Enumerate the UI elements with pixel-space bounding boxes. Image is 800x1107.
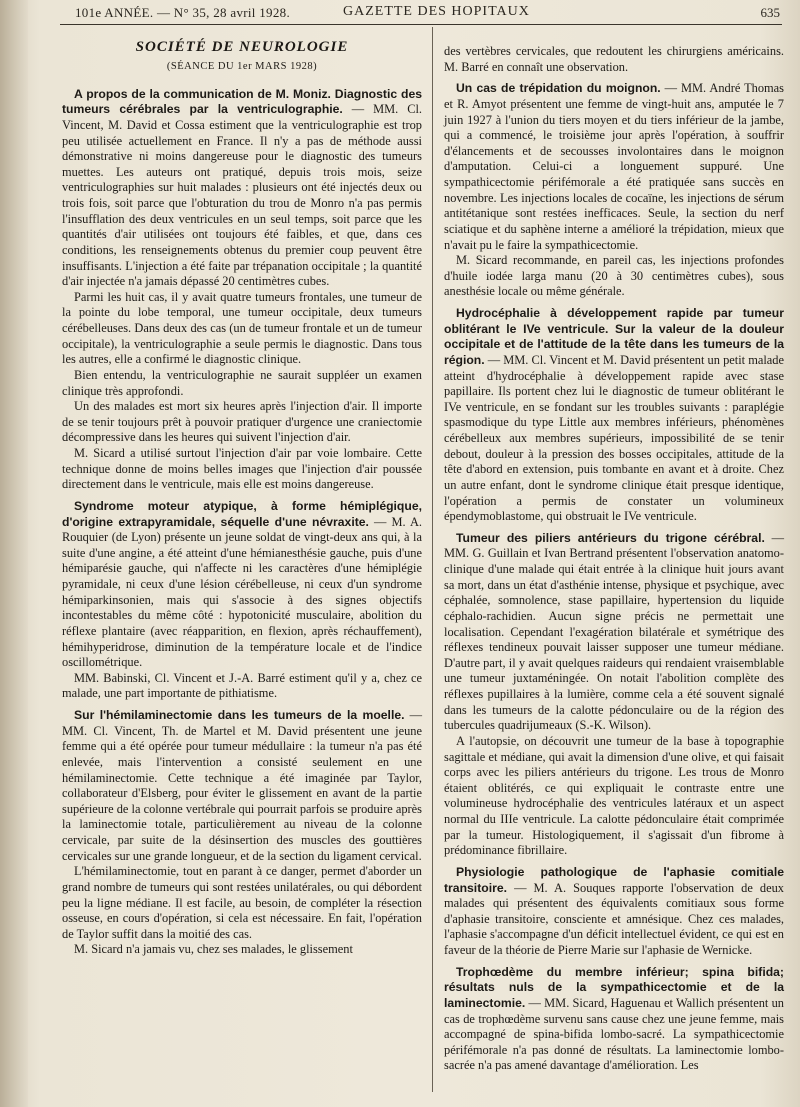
paragraph: Bien entendu, la ventriculographie ne saurait suppléer un examen clinique très approfondi. [62,367,422,398]
article-heading: Hydrocéphalie à développement rapide par tumeur oblitérant le IVe ventricule. Sur la valeur de la douleur occipitale et de l'attitude de la tête dans les tumeurs de la région. [444,306,784,367]
article-hemilaminectomie [62,708,422,864]
article-hydrocephalie [444,306,784,525]
article-body: — MM. André Thomas et R. Amyot présentent une femme de vingt-huit ans, amputée le 7 juin 1927 à l'union du tiers moyen et du tiers inférieur de la jambe, qui a commencé, le troisième jour après l'opération, à souffrir d'élancements et de secousses involontaires dans le moignon d'amputation. Celui-ci a longuement suppuré. Une sympathicectomie périfémorale a été pratiquée sans succès en novembre. Les injections locales de cocaïne, les injections de sérum antitétanique sont restées inefficaces. Seule, la section du nerf sciatique et du saphène interne a amélioré la trépidation, mieux que n'avait pu le faire la sympathicectomie. [444,81,785,252]
article-heading: Un cas de trépidation du moignon. [456,81,661,96]
column-divider [432,27,433,1092]
article-heading: Tumeur des piliers antérieurs du trigone cérébral. [456,530,765,545]
header-rule [60,24,782,25]
article-body: — MM. Cl. Vincent, M. David et Cossa estiment que la ventriculographie est trop peu utilisée actuellement en France. Il n'y a pas de méthode aussi démonstrative ni moins dangereuse pour le diagnostic des tumeurs muettes. Les auteurs ont pratiqué, depuis trois mois, seize ventriculographies sur huit malades : plusieurs ont été injectés deux ou trois fois, soit parce que l'obturation du trou de Monro n'a pas permis l'insufflation des deux ventricules en un seul temps, soit parce que les quantités d'air utilisées ont toujours été faibles, et que, dans ces conditions, les renseignements obtenus du premier coup peuvent être insuffisants. L'injection a été faite par trépanation occipitale ; la quantité d'air injectée n'a jamais dépassé 20 centimètres cubes. [62,102,422,289]
section-title: SOCIÉTÉ DE NEUROLOGIE [135,39,349,55]
page-header [75,3,780,25]
article-heading: Physiologie pathologique de l'aphasie comitiale transitoire. [444,864,784,895]
continued-paragraph: des vertèbres cervicales, que redoutent les chirurgiens américains. M. Barré en connaît une observation. [444,44,784,74]
article-trigone [444,531,784,734]
article-body: — MM. Sicard, Haguenau et Wallich présentent un cas de trophœdème survenu sans cause chez une jeune femme, mais accompagné de spina-bifida lombo-sacré. La sympathicectomie périfémorale n'a pas donné de résultats. La laminectomie lombo-sacrée n'a pas amené davantage d'amélioration. Les [444,995,784,1073]
right-column [444,44,784,1074]
article-heading: Sur l'hémilaminectomie dans les tumeurs de la moelle. [74,708,405,722]
article-body: — M. A. Rouquier (de Lyon) présente un jeune soldat de vingt-deux ans qui, à la suite d'une angine, a été atteint d'une hémianesthésie gauche, puis d'une hémiparésie gauche, qui n'affecte ni les caractères d'une hémiplégie pyramidale, ni ceux d'une lésion cérébelleuse, ni ceux d'un syndrome hémiparkinsonien, mais qui s'associe à des signes objectifs incontestables du même côté : hypotonicité musculaire, abolition du réflexe plantaire (avec réapparition, en flexion, après réchauffement), hémihyperidrose, diminution de la température locale et de l'indice oscillométrique. [62,514,422,670]
left-column [62,38,422,958]
article-body: — MM. Cl. Vincent, Th. de Martel et M. David présentent une jeune femme qui a été opérée pour tumeur médullaire : la tumeur n'a pas été enlevée, mais l'intervention a consisté seulement en une hémilaminectomie. Cette technique a été imaginée par Taylor, collaborateur d'Elsberg, pour éviter le glissement en avant de la partie supérieure de la colonne vertébrale qui pourrait parfois se produire après la laminectomie totale, particulièrement au niveau de la colonne cervicale, par suite de la désinsertion des muscles des gouttières cervicales sur une grande longueur, et de la section du ligament cervical. [62,708,422,863]
page-number: 635 [760,5,780,20]
article-syndrome-moteur [62,499,422,671]
article-moniz [62,87,422,290]
article-heading: A propos de la communication de M. Moniz. Diagnostic des tumeurs cérébrales par la ventriculographie. [62,86,422,117]
paragraph: Parmi les huit cas, il y avait quatre tumeurs frontales, une tumeur de la pointe du lobe temporal, une tumeur occipitale, deux tumeurs cérébelleuses. Dans deux des cas (un de tumeur frontale et un de tumeur occipitale), la ventriculographie a seule permis le diagnostic. Dans tous les autres, elle a confirmé le diagnostic clinique. [62,289,422,367]
article-trepidation [444,81,784,253]
section-subtitle: (SÉANCE DU 1er MARS 1928) [166,61,318,72]
paragraph: A l'autopsie, on découvrit une tumeur de la base à topographie sagittale et médiane, qui avait la dimension d'une olive, et qui faisait corps avec les piliers antérieurs du trigone. Les trous de Monro étaient oblitérés, ce qui expliquait le contraste entre une volumineuse hydrocéphalie des ventricules latéraux et un aspect normal du IIIe ventricule. La calotte pédonculaire était comprimée par la tumeur. Histologiquement, il s'agissait d'un fibrome à prédominance fibrillaire. [444,733,784,858]
issue-info: 101e ANNÉE. — N° 35, 28 avril 1928. [75,5,291,20]
paragraph: L'hémilaminectomie, tout en parant à ce danger, permet d'aborder un grand nombre de tumeurs qui sont restées unilatérales, ou qui débordent peu la ligne médiane. Il est facile, au besoin, de compléter la résection osseuse, en cours d'opération, si cela est nécessaire. En fait, l'opération de Taylor suffit dans la moitié des cas. [62,864,422,941]
article-aphasie [444,865,784,959]
article-trophoedeme [444,965,784,1074]
page-binding-edge [0,0,28,1107]
article-heading: Syndrome moteur atypique, à forme hémiplégique, d'origine extrapyramidale, séquelle d'une névraxite. [62,498,422,529]
paragraph: M. Sicard a utilisé surtout l'injection d'air par voie lombaire. Cette technique donne de moins belles images que l'injection d'air poussée directement dans le ventricule, mais elle est moins dangereuse. [62,446,422,492]
paragraph: MM. Babinski, Cl. Vincent et J.-A. Barré estiment qu'il y a, chez ce malade, une part importante de pithiatisme. [62,670,422,701]
journal-name: GAZETTE DES HOPITAUX [343,4,530,19]
article-heading: Trophœdème du membre inférieur; spina bifida; résultats nuls de la sympathicectomie et de la laminectomie. [444,964,784,1010]
article-body: — MM. Cl. Vincent et M. David présentent un petit malade atteint d'hydrocéphalie à développement rapide avec stase papillaire. Ils portent chez lui le diagnostic de tumeur oblitérant le IVe ventricule, en se fondant sur les troubles suivants : paraplégie spasmodique du type Little aux membres inférieurs, phénomènes cérébelleux aux membres supérieurs, impossibilité de se tenir debout, douleur à la pression des bosses occipitales, attitude de la tête d'abord en extension, puis tombante en avant et à droite. Chez un autre enfant, dont le syndrome clinique était presque identique, l'opération a permis de constater un volumineux épendymoblastome, qui obstruait le IVe ventricule. [444,352,784,524]
paragraph: M. Sicard recommande, en pareil cas, les injections profondes d'huile iodée larga manu (20 à 30 centimètres cubes), sous anesthésie locale ou même générale. [444,253,784,299]
article-body: — MM. G. Guillain et Ivan Bertrand présentent l'observation anatomo-clinique d'une malade qui était entrée à la clinique huit jours avant sa mort, dans un état d'asthénie intense, physique et psychique, avec céphalée, somnolence, stase papillaire, hypertension du liquide céphalo-rachidien. Aucun signe précis ne permettait une localisation. Cependant l'exagération bilatérale et symétrique des réflexes tendineux pouvait laisser supposer une tumeur médiane. D'autre part, il y avait quelques raideurs qui rendaient vraisemblable une tumeur juxtaméningée. On notait l'abolition complète des réflexes pupillaires à la lumière, comme cela a été souvent signalé dans les tumeurs de la calotte pédonculaire ou de la région des tubercules quadrijumeaux (S.-K. Wilson). [444,530,784,733]
paragraph: Un des malades est mort six heures après l'injection d'air. Il importe de se tenir toujours prêt à pouvoir pratiquer d'urgence une craniectomie décompressive dans les heures qui suivent l'injection d'air. [62,399,422,445]
paragraph: M. Sicard n'a jamais vu, chez ses malades, le glissement [74,942,353,957]
article-body: — M. A. Souques rapporte l'observation de deux malades qui présentent des équivalents comitiaux sous forme d'aphasie transitoire, consciente et amnésique. Chez ces malades, l'aphasie s'accompagne d'un déficit intellectuel évident, ce qui est en faveur de la théorie de Pierre Marie sur l'aphasie de Wernicke. [444,880,784,957]
